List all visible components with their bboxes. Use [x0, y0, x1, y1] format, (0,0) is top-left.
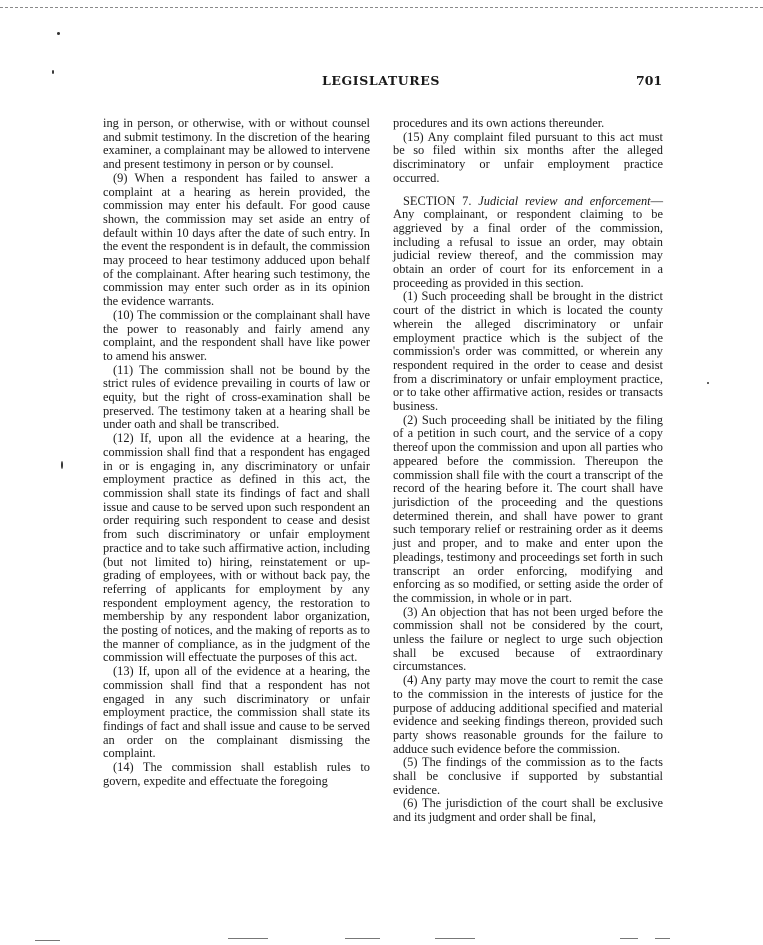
section-label: SECTION 7.	[403, 193, 472, 208]
running-header: LEGISLATURES	[321, 73, 440, 88]
paragraph: (1) Such proceeding shall be brought in the district court of the district in which is located the county wherein the alleged discriminatory or unfair employment practice which is the subject of the commission's order was committed, or wherein any respondent required in the order to cease and desist from a discriminatory or unfair employment practice, or to take other affirmative action, resides or transacts business.	[393, 289, 663, 414]
bottom-edge-line	[435, 938, 475, 939]
bottom-edge-line	[620, 938, 638, 939]
left-column	[103, 117, 370, 788]
scan-speck	[52, 70, 54, 74]
paragraph: (12) If, upon all the evidence at a hearing, the commission shall find that a respondent has engaged in or is engaging in, any discriminatory or unfair employment practice as defined in this act, the commission shall state its findings of fact and shall issue and cause to be served upon such respondent an order requiring such respondent to cease and desist from such discriminatory or unfair employment practice and to take such affirmative action, including (but not limited to) hiring, reinstatement or up-grading of employees, with or without back pay, the referring of applicants for employment by any respondent employment agency, the restoration to membership by any respondent labor organization, the posting of notices, and the making of reports as to the manner of compliance, as in the judgment of the commission will effectuate the purposes of this act.	[103, 431, 370, 665]
paragraph: (10) The commission or the complainant shall have the power to reasonably and fairly amend any complaint, and the respondent shall have like power to amend his answer.	[103, 307, 370, 363]
paragraph: (13) If, upon all of the evidence at a hearing, the commission shall find that a respondent has not engaged in any such discriminatory or unfair employment practice, the commission shall state its findings of fact and shall issue and cause to be served an order on the complainant dismissing the complaint.	[103, 664, 370, 761]
paragraph: (2) Such proceeding shall be initiated by the filing of a petition in such court, and the service of a copy thereof upon the commission and upon all parties who appeared before the commission. Thereupon the commission shall file with the court a transcript of the record of the hearing before it. The court shall have jurisdiction of the proceeding and the questions determined therein, and shall have power to grant such temporary relief or restraining order as it deems just and proper, and to make and enter upon the pleadings, testimony and proceedings set forth in such transcript an order enforcing, modifying and enforcing as so modified, or setting aside the order of the commission, in whole or in part.	[393, 412, 663, 605]
page-number: 701	[636, 73, 663, 88]
right-column	[393, 117, 663, 825]
scan-speck	[57, 32, 60, 35]
paragraph: (14) The commission shall establish rules to govern, expedite and effectuate the foregoing	[103, 760, 370, 788]
paragraph: ing in person, or otherwise, with or without counsel and submit testimony. In the discretion of the hearing examiner, a complainant may be allowed to intervene and present testimony in person or by counsel.	[103, 116, 370, 172]
section-7-paragraph	[393, 195, 663, 291]
paragraph: procedures and its own actions thereunder.	[393, 116, 605, 130]
bottom-edge-line	[655, 938, 670, 939]
scan-speck	[61, 461, 63, 469]
bottom-edge-line	[228, 938, 268, 939]
scan-speck	[707, 382, 709, 384]
paragraph: (5) The findings of the commission as to the facts shall be conclusive if supported by substantial evidence.	[393, 755, 663, 797]
section-body: —Any complainant, or respondent claiming to be aggrieved by a final order of the commission, including a refusal to issue an order, may obtain judicial review thereof, and the commission may obtain an order of court for its enforcement in a proceeding as provided in this section.	[393, 193, 663, 290]
bottom-edge-line	[35, 940, 60, 941]
top-edge-dashes	[0, 7, 763, 8]
bottom-edge-line	[345, 938, 380, 939]
section-heading: Judicial review and enforcement	[478, 193, 651, 208]
paragraph: (4) Any party may move the court to remit the case to the commission in the interests of justice for the purpose of adducing additional specified and material evidence and seeking findings thereon, provided such party shows reasonable grounds for the failure to adduce such evidence before the commission.	[393, 673, 663, 756]
paragraph: (3) An objection that has not been urged before the commission shall not be considered by the court, unless the failure or neglect to urge such objection shall be excused because of extraordinary circumstances.	[393, 604, 663, 674]
paragraph: (6) The jurisdiction of the court shall be exclusive and its judgment and order shall be final,	[393, 796, 663, 825]
paragraph: (11) The commission shall not be bound by the strict rules of evidence prevailing in courts of law or equity, but the right of cross-examination shall be preserved. The testimony taken at a hearing shall be under oath and shall be transcribed.	[103, 362, 370, 432]
paragraph: (9) When a respondent has failed to answer a complaint at a hearing as herein provided, the commission may enter his default. For good cause shown, the commission may set aside an entry of default within 10 days after the date of such entry. In the event the respondent is in default, the commission may proceed to hear testimony adduced upon behalf of the complainant. After hearing such testimony, the commission may enter such order as in its opinion the evidence warrants.	[103, 170, 370, 309]
paragraph: (15) Any complaint filed pursuant to this act must be so filed within six months after the alleged discriminatory or unfair employment practice occurred.	[393, 129, 663, 185]
